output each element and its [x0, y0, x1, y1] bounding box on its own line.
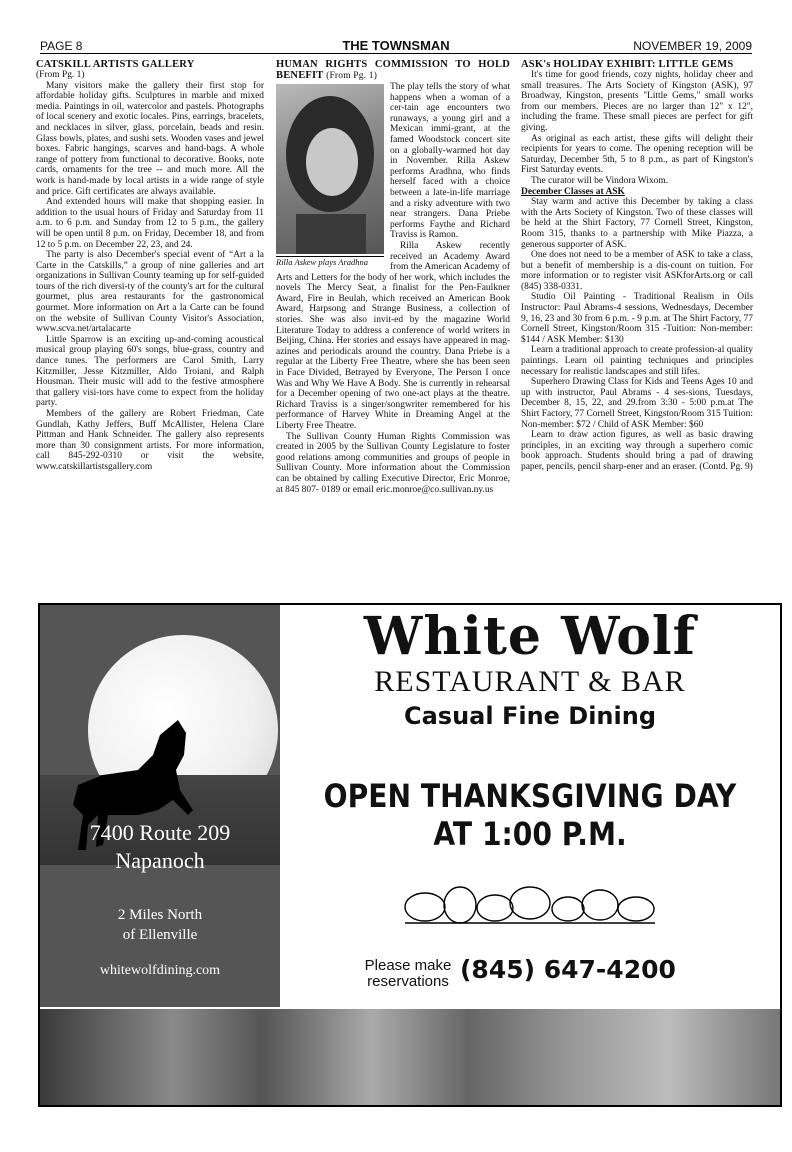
continued-from: (From Pg. 1) [326, 71, 378, 81]
thanksgiving-time: AT 1:00 P.M. [433, 815, 627, 853]
article-title: HUMAN RIGHTS COMMISSION TO HOLD BENEFIT (From Pg. 1) [276, 59, 510, 81]
thanksgiving-notice: OPEN THANKSGIVING DAY [323, 777, 737, 815]
column-human-rights-article [276, 59, 510, 495]
newspaper-name: THE TOWNSMAN [342, 38, 450, 53]
ad-website: whitewolfdining.com [99, 963, 221, 978]
paragraph: Members of the gallery are Robert Friedman, Cate Gundlah, Kathy Jeffers, Buff McAllister, Helena Clare Pittman and Hank Schneider. The gallery also represents more than 30 consignment artists. For more information, call 845-292-0310 or visit the website, www.catskillartistsgallery.com [36, 409, 264, 472]
paragraph: Rilla Askew recently received an Academy Award from the American Academy of Arts and Letters for the body of her work, which includes the novels The Mercy Seat, a finalist for the Pen-Faulkner Award, Fire in Beulah, which received an American Book Award, Harpsong and Strange Business, a collection of stories. She was also invit-ed by the magazine World Literature Today to address a conference of world writers in Beijing, China. Her stories and essays have appeared in mag-azines and periodicals around the country. Dana Priebe is a regular at the Liberty Free Theatre, where she has been seen in Face Divided, Betrayed by Everyone, The Person I once Was and Why We Have A Body. She is currently in rehearsal for a December opening of two one-act plays at the theatre. Richard Traviss is a singer/songwriter remembered for his performance of Harvey White in Dreaming Angel at the Liberty Free Theatre. [276, 240, 510, 431]
paragraph: As original as each artist, these gifts will delight their recipients for years to come. The opening reception will be Saturday, December 5th, 5 to 8 p.m., as part of Kingston's First Saturday events. [521, 133, 753, 176]
issue-date: NOVEMBER 19, 2009 [633, 39, 752, 53]
paragraph: And extended hours will make that shopping easier. In addition to the usual hours of Friday and Saturday from 11 a.m. to 6 p.m. and Sunday from 12 to 5 p.m., the gallery will be open until 8 p.m. on Friday, December 18, and from 12 to 5 p.m. on December 22, 23, and 24. [36, 197, 264, 250]
restaurant-interior-photo [40, 1009, 780, 1105]
paragraph: The Sullivan County Human Rights Commission was created in 2005 by the Sullivan County Legislature to foster good relations among communities and groups of people in Sullivan County. More information about the Commission can be obtained by calling Executive Director, Eric Monroe, at 845 807- 0189 or email eric.monroe@co.sullivan.ny.us [276, 431, 510, 495]
dining-style: Casual Fine Dining [403, 702, 657, 730]
paragraph: Studio Oil Painting - Traditional Realism in Oils Instructor: Paul Abrams-4 sessions, Wednesdays, December 9, 16, 23 and 30 from 6 p.m. - 9 p.m. at The Shirt Factory, 77 Cornell Street, Kingston/Room 315 -Tuition: Non-member: $144 / ASK Member: $130 [521, 292, 753, 345]
article-title: ASK's HOLIDAY EXHIBIT: LITTLE GEMS [521, 59, 734, 70]
paragraph: Superhero Drawing Class for Kids and Teens Ages 10 and up with instructor, Paul Abrams - 4 ses-sions, Tuesdays, December 8, 15, 22, and 29.from 3:30 - 5:00 p.m.at The Shirt Factory, 77 Cornell Street, Kingston/Room 315 Tuition: Non-member: $72 / Child of ASK Member: $60 [521, 377, 753, 430]
reservation-prompt: Please make reservations [364, 957, 452, 990]
restaurant-tagline: RESTAURANT & BAR [374, 665, 686, 698]
page-number: PAGE 8 [40, 39, 83, 53]
page-header [40, 37, 752, 54]
ad-wolf-panel [40, 605, 280, 1007]
paragraph: Learn a traditional approach to create profession-al quality paintings. Learn oil painting techniques and principles necessary for realistic landscapes and still lifes. [521, 345, 753, 377]
portrait-image [276, 84, 384, 254]
paragraph: One does not need to be a member of ASK to take a class, but a benefit of membership is a dis-count on tuition. For more information or to register visit ASKforArts.org or call (845) 338-0331. [521, 250, 753, 292]
paragraph: It's time for good friends, cozy nights, holiday cheer and small treasures. The Arts Society of Kingston (ASK), 97 Broadway, Kingston, presents "Little Gems," small works from our members. Pieces are no larger than 12" x 12", including the frame. These small pieces are perfect for gift giving. [521, 70, 753, 133]
paragraph: Learn to draw action figures, as well as basic drawing principles, in an exciting way through a superhero comic book approach. Students should bring a pad of drawing paper, pencils, pencil sharp-ener and an eraser. (Contd. Pg. 9) [521, 430, 753, 472]
restaurant-name: White Wolf [363, 606, 697, 667]
column-gallery-article [36, 59, 264, 473]
vegetables-illustration [400, 875, 660, 935]
paragraph: The play tells the story of what happens when a woman of a cer-tain age encounters two runaways, a young girl and a Mexican immi-grant, at the famed Woodstock concert site on a globally-warmed hot day in November. Rilla Askew performs Aradhna, who finds herself faced with a choice between a late-in-life marriage and a risky adventure with two near strangers. Dana Priebe performs Faythe and Richard Traviss is Ramon. [390, 82, 510, 241]
ad-address: 7400 Route 209 Napanoch [89, 820, 231, 873]
column-ask-article [521, 59, 753, 473]
paragraph: The curator will be Vindora Wixom. [531, 175, 669, 186]
paragraph: Many visitors make the gallery their first stop for affordable holiday gifts. Sculptures in marble and mixed media. Paintings in oil, watercolor and pastels. Photographs of local scenery and exotic locales. Pins, earrings, bracelets, and necklaces in silver, glass, porcelain, beads and resin. Glass bowls, plates, and sushi sets. Wooden vases and jewel boxes. Fabric hangings, scarves and hand-bags. A whole range of pottery from functional to decorative. Books, note cards, ornaments for the tree -- and much more. All the work is hand-made by local artists in a wide range of style and price. Gift certificates are always available. [36, 80, 264, 197]
continued-from: (From Pg. 1) [36, 70, 85, 80]
paragraph: Little Sparrow is an exciting up-and-coming acoustical musical group playing 60's songs, blue-grass, country and dance tunes. The performers are Carol Smith, Larry Kitzmiller, Jesse Kitzmiller, Aldo Troiani, and Ralph Housman. Their music will add to the festive atmosphere that gallery visi-tors have come to expect from the holiday party. [36, 334, 264, 409]
paragraph: Stay warm and active this December by taking a class with the Arts Society of Kingston. Two of these classes will be held at the Shirt Factory, 77 Cornell Street, Kingston, Room 315, thanks to a partnership with Mike Piazza, a generous supporter of ASK. [521, 197, 753, 250]
paragraph: The party is also December's special event of “Art a la Carte in the Catskills,” a group of nine galleries and art organizations in Sullivan County teaming up for self-guided tours of the rich diversi-ty of the county's art for the cultural gourmet, plus area restaurants for the gastronomical gourmet. More information on Art a la Carte can be found on the website of Sullivan County Visitor's Association, www.scva.net/artalacarte [36, 250, 264, 335]
portrait-graphic [276, 84, 384, 254]
ad-directions: 2 Miles North of Ellenville [117, 907, 203, 943]
article-title: CATSKILL ARTISTS GALLERY [36, 59, 195, 70]
photo-rilla-askew [276, 84, 384, 270]
white-wolf-advertisement [38, 603, 782, 1107]
subheading: December Classes at ASK [521, 186, 625, 197]
photo-caption: Rilla Askew plays Aradhna [276, 256, 384, 267]
reservation-phone: (845) 647-4200 [460, 955, 676, 984]
